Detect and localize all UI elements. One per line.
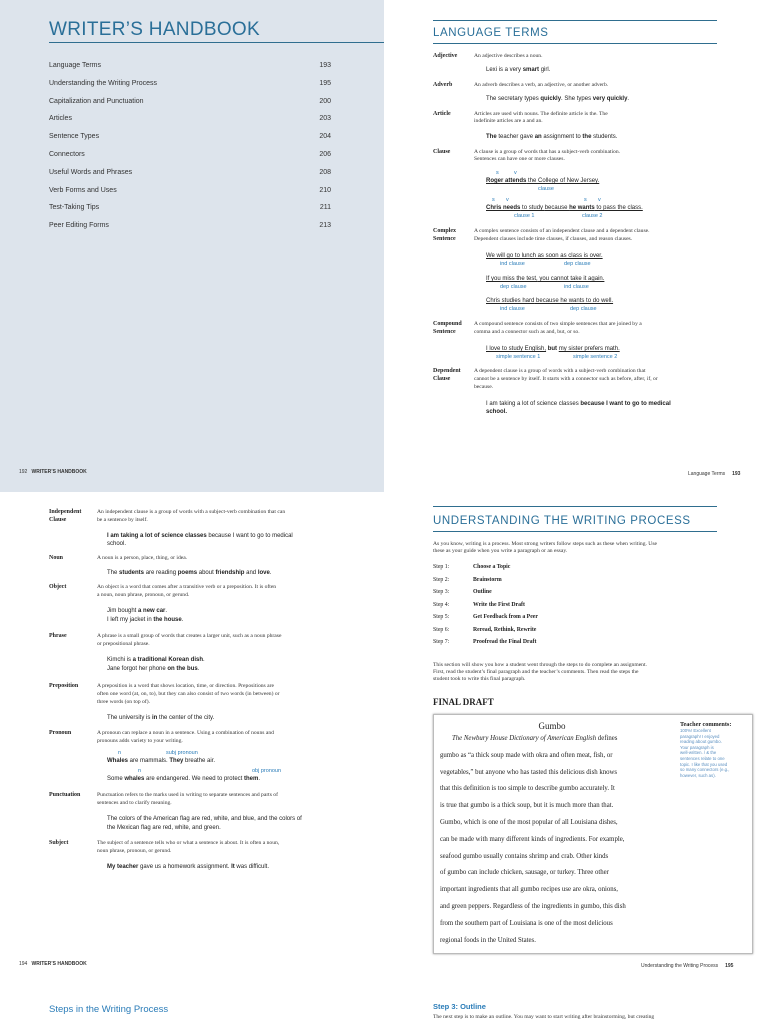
def-punctuation-1: Punctuation refers to the marks used in writing to separate sentences and parts of xyxy=(97,792,278,798)
toc-item-page: 211 xyxy=(319,204,331,212)
steps-heading: Steps in the Writing Process xyxy=(49,1004,169,1015)
def-preposition-1: A preposition is a word that shows location, time, or direction. Prepositions are xyxy=(97,683,274,689)
toc-item[interactable] xyxy=(49,115,331,122)
step-number: Step 5: xyxy=(433,614,450,620)
toc-item-page: 203 xyxy=(319,115,331,123)
step-item xyxy=(433,589,492,595)
toc-item[interactable] xyxy=(49,62,331,69)
compound-ann-1: simple sentence 1 xyxy=(496,354,541,360)
def-subject-2: noun phrase, pronoun, or gerund. xyxy=(97,848,172,854)
toc-item[interactable] xyxy=(49,187,331,194)
def-pronoun-2: pronouns adds variety to your writing. xyxy=(97,738,183,744)
essay-line: can be made with many different kinds of ingredients. For example, xyxy=(440,835,625,843)
term-adverb: Adverb xyxy=(433,82,453,88)
clause-ann-1: clause 1 xyxy=(514,213,535,219)
def-object-2: a noun, noun phrase, pronoun, or gerund. xyxy=(97,592,190,598)
teacher-comment-line: well-written. / & the xyxy=(680,750,717,756)
toc-item-label: Capitalization and Punctuation xyxy=(49,97,144,105)
def-dependent-1: A dependent clause is a group of words with a subject-verb combination that xyxy=(474,368,646,374)
step-label: Brainstorm xyxy=(473,576,502,583)
teacher-comment-line: reading about gumbo. xyxy=(680,739,722,745)
toc-item[interactable] xyxy=(49,169,331,176)
complex-ann-dep-1: dep clause xyxy=(564,261,591,267)
teacher-comments xyxy=(680,721,750,778)
clause-ann-v2: v xyxy=(506,197,509,203)
toc-item[interactable] xyxy=(49,222,331,229)
step3-text: The next step is to make an outline. You may want to start writing after brainstorming, but creating xyxy=(433,1014,655,1020)
page-title: LANGUAGE TERMS xyxy=(433,27,549,39)
pronoun-ann-subj: subj pronoun xyxy=(166,750,198,756)
essay-line: important ingredients that all gumbo recipes use are okra, onions, xyxy=(440,886,618,894)
def-subject-1: The subject of a sentence tells who or what a sentence is about. It is often a noun, xyxy=(97,840,280,846)
example-dependent-1: I am taking a lot of science classes because I want to go to medical xyxy=(486,401,671,407)
essay-line: of gumbo can include chicken, sausage, or turkey. Three other xyxy=(440,869,609,877)
example-clause-1: Roger attends the College of New Jersey. xyxy=(486,178,600,184)
toc-item-page: 195 xyxy=(319,79,331,87)
example-punctuation-2: the Mexican flag are red, white, and green. xyxy=(107,825,221,831)
example-article: The teacher gave an assignment to the students. xyxy=(486,134,618,140)
teacher-comment-line: sentences relate to one xyxy=(680,755,725,761)
def-compound-2: comma and a connector such as and, but, or so. xyxy=(474,329,580,335)
intro-line-1: As you know, writing is a process. Most strong writers follow steps such as these when writing. Use xyxy=(433,541,657,547)
toc-item-label: Useful Words and Phrases xyxy=(49,168,133,176)
essay-line: seafood gumbo usually contains shrimp and crab. Other kinds xyxy=(440,852,609,860)
clause-ann-s: s xyxy=(496,170,499,176)
toc-item-label: Language Terms xyxy=(49,62,102,69)
example-dependent-2: school. xyxy=(486,409,508,415)
step-label: Reread, Rethink, Rewrite xyxy=(473,626,537,633)
example-phrase-1: Kimchi is a traditional Korean dish. xyxy=(107,657,205,663)
term-adjective: Adjective xyxy=(433,53,458,59)
toc-footer xyxy=(19,469,87,475)
footer-title: WRITER’S HANDBOOK xyxy=(31,961,87,967)
clause-ann-clause: clause xyxy=(538,186,554,192)
footer-page-number: 192 xyxy=(19,469,28,475)
toc-item-page: 204 xyxy=(319,133,331,141)
example-compound: I love to study English, but my sister prefers math. xyxy=(486,346,620,352)
essay-line: Gumbo, which is one of the most popular of all Louisiana dishes, xyxy=(440,819,618,826)
def-adverb: An adverb describes a verb, an adjective, or another adverb. xyxy=(474,82,609,88)
teacher-comment-line: however, such as). xyxy=(680,772,716,778)
def-preposition-2: often one word (at, on, to), but they can also consist of two words (in between) or xyxy=(97,691,280,697)
next-pages-strip xyxy=(0,972,768,1024)
def-complex-1: A complex sentence consists of an independent clause and a dependent clause. xyxy=(474,228,650,234)
example-object-1: Jim bought a new car. xyxy=(107,608,168,614)
step-label: Choose a Topic xyxy=(473,564,511,570)
example-complex-3: Chris studies hard because he wants to do well. xyxy=(486,298,614,304)
toc-item[interactable] xyxy=(49,80,331,87)
toc-title-rule xyxy=(49,42,384,43)
def-noun: A noun is a person, place, thing, or idea. xyxy=(97,555,188,561)
example-object-2: I left my jacket in the house. xyxy=(107,617,184,623)
toc-item-label: Sentence Types xyxy=(49,133,100,141)
def-dependent-3: because. xyxy=(474,384,494,390)
toc-item[interactable] xyxy=(49,133,331,140)
def-complex-2: Dependent clauses include time clauses, if clauses, and reason clauses. xyxy=(474,236,633,242)
toc-page xyxy=(0,0,384,492)
clause-ann-s2: s xyxy=(492,197,495,203)
toc-item-label: Verb Forms and Uses xyxy=(49,186,117,194)
example-punctuation-1: The colors of the American flag are red, white, and blue, and the colors of xyxy=(107,816,302,822)
complex-ann-dep-3: dep clause xyxy=(570,306,597,312)
def-clause-2: Sentences can have one or more clauses. xyxy=(474,156,565,162)
teacher-comment-line: 100%! Excellent xyxy=(680,728,711,733)
clause-ann-2: clause 2 xyxy=(582,213,603,219)
term-compound: Compound Sentence xyxy=(433,321,462,335)
header-rule-bottom xyxy=(433,531,717,532)
essay-box xyxy=(433,714,753,954)
pronoun-ann-n-1: n xyxy=(118,750,122,756)
term-independent: Independent Clause xyxy=(49,509,82,523)
teacher-comment-line: Your paragraph is xyxy=(680,744,714,750)
page-title: UNDERSTANDING THE WRITING PROCESS xyxy=(433,515,691,527)
def-pronoun-1: A pronoun can replace a noun in a sentence. Using a combination of nouns and xyxy=(97,730,274,736)
complex-ann-dep-2: dep clause xyxy=(500,284,527,290)
essay-line: The Newbury House Dictionary of American English defines xyxy=(452,735,618,742)
def-article-2: indefinite articles are a and an. xyxy=(474,118,543,124)
step-number: Step 6: xyxy=(433,626,450,633)
p194-footer xyxy=(19,961,87,967)
final-draft-heading: FINAL DRAFT xyxy=(433,697,494,707)
footer-page-number: 195 xyxy=(725,963,734,969)
def-adjective: An adjective describes a noun. xyxy=(474,53,543,59)
term-subject: Subject xyxy=(49,840,69,846)
toc-item[interactable] xyxy=(49,204,331,211)
footer-page-number: 194 xyxy=(19,961,28,967)
teacher-comment-line: so many connectors (e.g., xyxy=(680,767,730,773)
teacher-comment-line: paragraph! I enjoyed xyxy=(680,733,720,739)
header-rule-bottom xyxy=(433,43,717,44)
p195-footer xyxy=(641,963,733,969)
def-phrase-1: A phrase is a small group of words that creates a larger unit, such as a noun phrase xyxy=(97,633,282,639)
step-number: Step 2: xyxy=(433,576,450,583)
step-label: Write the First Draft xyxy=(473,601,525,608)
footer-title: Language Terms xyxy=(688,471,726,477)
step-item xyxy=(433,614,538,620)
step-number: Step 1: xyxy=(433,564,450,570)
toc-item-label: Articles xyxy=(49,115,72,123)
example-independent-2: school. xyxy=(107,541,127,547)
intro-line-2: these as your guide when you write a paragraph or an essay. xyxy=(433,548,568,554)
writing-process-page xyxy=(384,492,768,972)
term-punctuation: Punctuation xyxy=(49,792,81,798)
step-label: Outline xyxy=(473,589,492,595)
teacher-comment-line: topic. I like that you used xyxy=(680,761,728,767)
def-article-1: Articles are used with nouns. The definite article is the. The xyxy=(474,111,608,117)
complex-ann-ind-3: ind clause xyxy=(500,306,525,312)
step-item xyxy=(433,602,525,608)
section-line-1: This section will show you how a student went through the steps to do complete an assignment. xyxy=(433,662,647,668)
example-pronoun-1: Whales are mammals. They breathe air. xyxy=(107,758,216,764)
example-subject: My teacher gave us a homework assignment. It was difficult. xyxy=(107,864,269,870)
term-phrase: Phrase xyxy=(49,633,67,639)
step-number: Step 4: xyxy=(433,601,450,608)
essay-title: Gumbo xyxy=(538,721,566,731)
section-line-3: student took to write this final paragraph. xyxy=(433,676,526,682)
header-rule xyxy=(433,506,717,507)
complex-ann-ind-1: ind clause xyxy=(500,261,525,267)
clause-ann-s3: s xyxy=(584,197,587,203)
def-preposition-3: three words (on top of). xyxy=(97,699,150,705)
essay-line: and green peppers. Regardless of the ingredients in gumbo, this dish xyxy=(440,903,626,910)
complex-ann-ind-2: ind clause xyxy=(564,284,589,290)
toc-item-page: 213 xyxy=(319,222,331,230)
essay-line: gumbo as “a thick soup made with okra and often meat, fish, or xyxy=(440,751,613,759)
example-adverb: The secretary types quickly. She types very quickly. xyxy=(486,96,630,102)
term-dependent: Dependent Clause xyxy=(433,368,461,382)
example-complex-1: We will go to lunch as soon as class is over. xyxy=(486,253,603,259)
def-clause-1: A clause is a group of words that has a subject-verb combination. xyxy=(474,149,621,155)
step-label: Proofread the Final Draft xyxy=(473,639,537,645)
essay-line: regional foods in the United States. xyxy=(440,936,536,944)
teacher-comments-title: Teacher comments: xyxy=(680,721,732,728)
example-adjective: Lexi is a very smart girl. xyxy=(486,67,551,73)
toc-item-label: Connectors xyxy=(49,151,85,158)
essay-line: vegetables,” but anyone who has tasted this delicious dish knows xyxy=(440,768,618,776)
compound-ann-2: simple sentence 2 xyxy=(573,354,618,360)
term-object: Object xyxy=(49,584,67,590)
step-number: Step 3: xyxy=(433,589,450,595)
example-clause-2: Chris needs to study because he wants to pass the class. xyxy=(486,205,643,211)
toc-item-label: Understanding the Writing Process xyxy=(49,79,158,87)
step3-heading: Step 3: Outline xyxy=(433,1002,486,1011)
step-label: Get Feedback from a Peer xyxy=(473,614,538,620)
term-preposition: Preposition xyxy=(49,683,79,689)
def-object-1: An object is a word that comes after a transitive verb or a preposition. It is often xyxy=(97,584,277,590)
def-independent-2: be a sentence by itself. xyxy=(97,517,148,523)
toc-item[interactable] xyxy=(49,151,331,158)
lt-footer xyxy=(688,471,740,477)
example-phrase-2: Jane forgot her phone on the bus. xyxy=(107,666,200,672)
step-item xyxy=(433,627,536,633)
clause-ann-v3: v xyxy=(598,197,601,203)
term-clause: Clause xyxy=(433,149,451,155)
example-complex-2: If you miss the test, you cannot take it again. xyxy=(486,276,605,282)
example-noun: The students are reading poems about friendship and love. xyxy=(107,570,272,576)
toc-item-page: 208 xyxy=(319,168,331,176)
terms-continued-page xyxy=(0,492,384,972)
toc-item-label: Test-Taking Tips xyxy=(49,204,100,212)
footer-title: WRITER’S HANDBOOK xyxy=(31,469,87,475)
term-pronoun: Pronoun xyxy=(49,730,72,736)
essay-line: that this definition is too simple to describe gumbo accurately. It xyxy=(440,785,615,793)
example-independent-1: I am taking a lot of science classes because I want to go to medical xyxy=(107,533,293,539)
def-compound-1: A compound sentence consists of two simple sentences that are joined by a xyxy=(474,321,642,327)
toc-item-page: 210 xyxy=(319,186,331,194)
step-item xyxy=(433,577,502,583)
example-preposition: The university is in the center of the city. xyxy=(107,715,215,721)
essay-line: from the southern part of Louisiana is one of the most delicious xyxy=(440,919,613,927)
toc-item-label: Peer Editing Forms xyxy=(49,222,109,230)
example-pronoun-2: Some whales are endangered. We need to protect them. xyxy=(107,776,260,782)
language-terms-page xyxy=(384,0,768,492)
def-punctuation-2: sentences and to clarify meaning. xyxy=(97,800,172,806)
section-line-2: First, read the student’s final paragraph and the teacher’s comments. Then read the steps the xyxy=(433,669,639,675)
header-rule xyxy=(433,20,717,21)
pronoun-ann-obj: obj pronoun xyxy=(252,768,282,774)
toc-item[interactable] xyxy=(49,98,331,105)
def-dependent-2: cannot be a sentence by itself. It starts with a connector such as before, after, if, or xyxy=(474,376,658,382)
step-number: Step 7: xyxy=(433,639,450,645)
footer-page-number: 193 xyxy=(732,471,741,477)
step-item xyxy=(433,564,510,570)
term-noun: Noun xyxy=(49,555,64,561)
teacher-comments-body xyxy=(680,728,750,778)
toc-title: WRITER’S HANDBOOK xyxy=(49,19,260,40)
term-article: Article xyxy=(433,111,451,117)
def-phrase-2: or prepositional phrase. xyxy=(97,641,150,647)
def-independent-1: An independent clause is a group of words with a subject-verb combination that can xyxy=(97,509,286,515)
pronoun-ann-n-2: n xyxy=(138,768,142,774)
term-complex: Complex Sentence xyxy=(433,228,456,242)
toc-item-page: 200 xyxy=(319,97,331,105)
clause-ann-v: v xyxy=(514,170,517,176)
essay-line: is true that gumbo is a thick soup, but it is much more than that. xyxy=(440,802,614,810)
toc-item-page: 206 xyxy=(319,151,331,158)
toc-item-page: 193 xyxy=(319,62,331,69)
step-item xyxy=(433,639,536,645)
footer-title: Understanding the Writing Process xyxy=(641,963,719,969)
